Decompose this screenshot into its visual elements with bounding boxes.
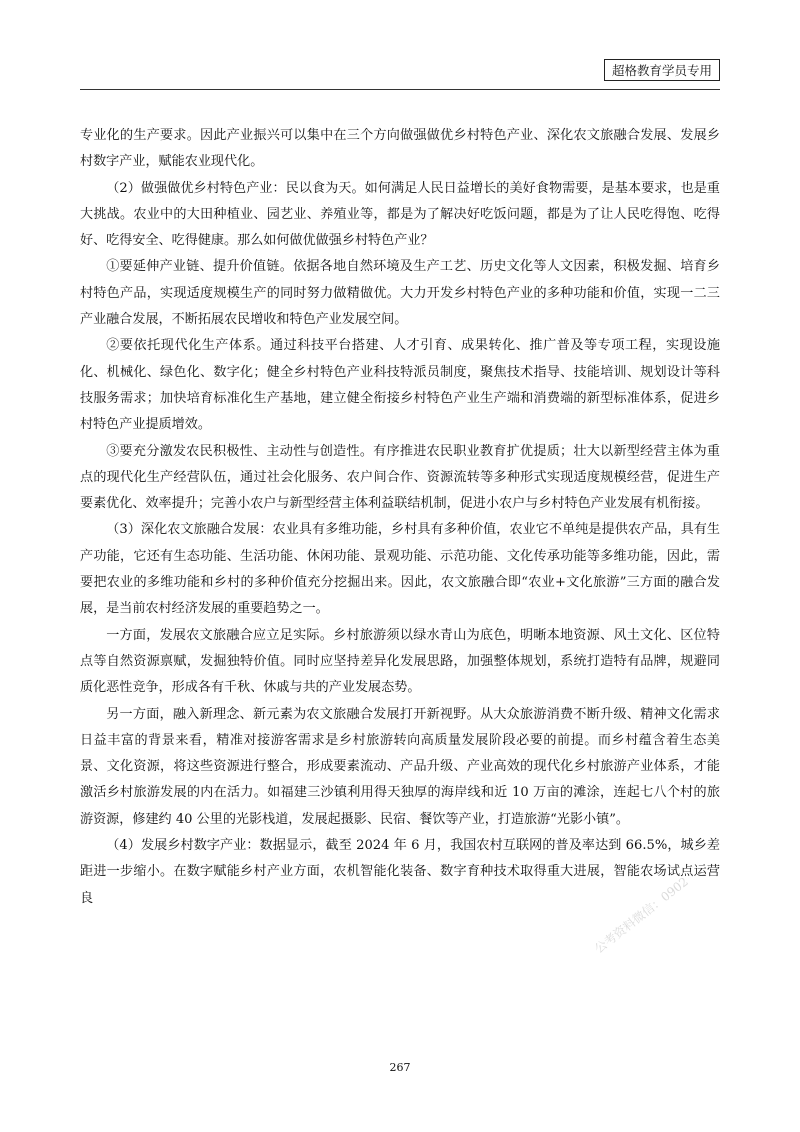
paragraph-agritourism: （3）深化农文旅融合发展：农业具有多维功能，乡村具有多种价值，农业它不单纯是提供农产品，具有生产功能，它还有生态功能、生活功能、休闲功能、景观功能、示范功能、文化传承功能等多维功能，因此，需要把农业的多维功能和乡村的多种价值充分挖掘出来。因此，农文旅融合即“农业+文化旅游”三方面的融合发展，是当前农村经济发展的重要趋势之一。 <box>80 522 720 617</box>
watermark: 公考资料微信：0902 <box>592 874 691 957</box>
paragraph-continuation: 专业化的生产要求。因此产业振兴可以集中在三个方向做强做优乡村特色产业、深化农文旅融合发展、发展乡村数字产业，赋能农业现代化。 <box>80 128 720 170</box>
paragraph-production-system: ②要依托现代化生产体系。通过科技平台搭建、人才引育、成果转化、推广普及等专项工程，实现设施化、机械化、绿色化、数字化；健全乡村特色产业科技特派员制度，聚焦技术指导、技能培训、规划设计等科技服务需求；加快培育标准化生产基地，建立健全衔接乡村特色产业生产端和消费端的新型标准体系，促进乡村特色产业提质增效。 <box>80 338 720 433</box>
paragraph-local-reality: 一方面，发展农文旅融合应立足实际。乡村旅游须以绿水青山为底色，明晰本地资源、风土文化、区位特点等自然资源禀赋，发掘独特价值。同时应坚持差异化发展思路，加强整体规划，系统打造特有品牌，规避同质化恶性竞争，形成各有千秋、休戚与共的产业发展态势。 <box>80 627 720 696</box>
paragraph-special-industry: （2）做强做优乡村特色产业：民以食为天。如何满足人民日益增长的美好食物需要，是基本要求，也是重大挑战。农业中的大田种植业、园艺业、养殖业等，都是为了解决好吃饭问题，都是为了让人民吃得饱、吃得好、吃得安全、吃得健康。那么如何做优做强乡村特色产业？ <box>80 180 720 249</box>
page-number: 267 <box>389 1061 411 1074</box>
paragraph-industry-chain: ①要延伸产业链、提升价值链。依据各地自然环境及生产工艺、历史文化等人文因素，积极发掘、培育乡村特色产品，实现适度规模生产的同时努力做精做优。大力开发乡村特色产业的多种功能和价值，实现一二三产业融合发展，不断拓展农民增收和特色产业发展空间。 <box>80 259 720 328</box>
header-badge: 超格教育学员专用 <box>604 59 720 81</box>
paragraph-new-concepts: 另一方面，融入新理念、新元素为农文旅融合发展打开新视野。从大众旅游消费不断升级、精神文化需求日益丰富的背景来看，精准对接游客需求是乡村旅游转向高质量发展阶段必要的前提。而乡村蕴含着生态美景、文化资源，将这些资源进行整合，形成要素流动、产品升级、产业高效的现代化乡村旅游产业体系，才能激活乡村旅游发展的内在活力。如福建三沙镇利用得天独厚的海岸线和近 10 万亩的滩涂，连起七八个村的旅游资源，修建约 40 公里的光影栈道，发展起摄影、民宿、餐饮等产业，打造旅游“光影小镇”。 <box>80 706 720 827</box>
body-text <box>80 123 720 912</box>
header-divider <box>80 89 720 90</box>
paragraph-farmer-initiative: ③要充分激发农民积极性、主动性与创造性。有序推进农民职业教育扩优提质；壮大以新型经营主体为重点的现代化生产经营队伍，通过社会化服务、农户间合作、资源流转等多种形式实现适度规模经营，促进生产要素优化、效率提升；完善小农户与新型经营主体利益联结机制，促进小农户与乡村特色产业发展有机衔接。 <box>80 443 720 512</box>
paragraph-digital-industry: （4）发展乡村数字产业：数据显示，截至 2024 年 6 月，我国农村互联网的普及率达到 66.5%，城乡差距进一步缩小。在数字赋能乡村产业方面，农机智能化装备、数字育种技术取得重大进展，智能农场试点运营良 <box>80 838 720 906</box>
